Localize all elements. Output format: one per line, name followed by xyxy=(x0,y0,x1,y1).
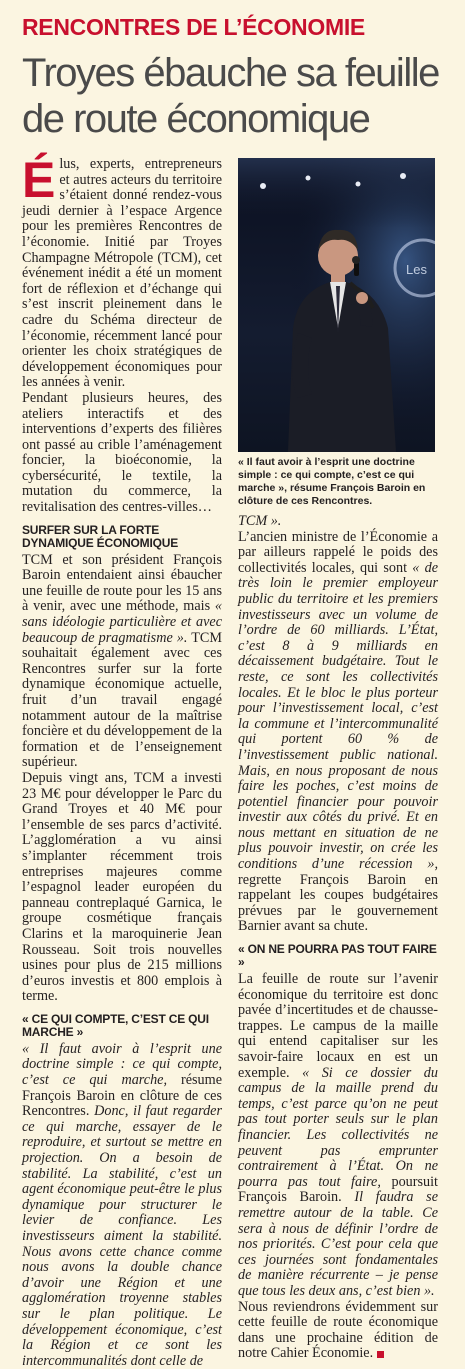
s1-text-a: TCM et son président François Baroin entendaient ainsi ébaucher une feuille de route pour les 15 ans à venir, avec une méthode, mais xyxy=(22,551,222,615)
article-kicker: RENCONTRES DE L’ÉCONOMIE xyxy=(22,14,365,40)
intro-text: lus, experts, entrepreneurs et autres acteurs du territoire s’étaient donné rendez-vous jeudi dernier à l’espace Argence pour les premières Rencontres de l’économie. Initié par Troyes Champagne Métropole (TCM), cet événement inédit a été un moment fort de réflexion et d’échange qui s’est inscrit pleinement dans le cadre du Schéma directeur de l’économie, récemment lancé pour orienter les choix stratégiques de développement économiques pour les années à venir. xyxy=(22,156,222,391)
subhead-ce-qui-compte: « CE QUI COMPTE, C’EST CE QUI MARCHE » xyxy=(22,1011,209,1039)
intro-paragraph xyxy=(22,152,222,391)
r1-quote: « de très loin le premier employeur public du territoire et les premiers investisseurs avec un volume de l’ordre de 60 milliards. L’État, c’est 8 à 9 milliards en décaissement budgétaire. Tout le reste, ce sont les collectivités locales. Et le bloc le plus porteur pour l’investissement local, c’est la commune et l’intercommunalité qui portent 60 % de l’investissement public national. Mais, en nous proposant de nous faire les poches, c’est moins de potentiel financier pour pouvoir investir aux côtés du privé. Et en nous mettant en situation de ne plus pouvoir investir, on crée les conditions d’une récession », xyxy=(238,559,438,873)
r2-text-c: poursuit François Baroin. xyxy=(238,1173,438,1206)
r2-quote-b: « Si ce dossier du campus de la maille prend du temps, c’est parce qu’on ne peut pas tout porter seuls sur le plan financier. Les collectivités ne peuvent pas emprunter contrairement à l’État. On ne pourra pas tout faire, xyxy=(238,1064,438,1190)
article-column-left xyxy=(22,152,222,1369)
r1-text-a: L’ancien ministre de l’Économie a par ailleurs rappelé le poids des collectivités locales, qui sont xyxy=(238,528,438,576)
r1-text-c: regrette François Baroin en rappelant les coupes budgétaires prévues par le gouvernement Barnier avant sa chute. xyxy=(238,871,438,935)
s2-quote-c: Donc, il faut regarder ce qui marche, essayer de le reproduire, et surtout se mettre en projection. On a besoin de stabilité. La stabilité, c’est un agent économique peut-être le plus dynamique pour structurer le levier de confiance. Les investisseurs aiment la stabilité. Nous avons cette chance comme nous avons la double chance d’avoir une Région et une agglomération troyenne stables sur le plan politique. Le développement économique, c’est la Région et ce sont les intercommunalités dont celle de xyxy=(22,1103,222,1369)
tcm-continuation xyxy=(238,514,438,530)
r2-quote-d: Il faudra se remettre autour de la table. Ce sera à nous de définir l’ordre de nos priorités. C’est pour cela que ces journées sont fondamentales de manière récurrente – je pense que tous les deux ans, c’est bien ». xyxy=(238,1189,438,1299)
article-headline: Troyes ébauche sa feuille de route économique xyxy=(22,51,439,141)
stage-text: Les xyxy=(406,262,427,277)
drop-cap: É xyxy=(22,152,56,208)
right-paragraph-3 xyxy=(238,1300,438,1362)
article-column-right xyxy=(238,514,438,1362)
s1-quote: « sans idéologie particulière et avec beaucoup de pragmatisme ». xyxy=(22,598,222,646)
tcm-quote-end: TCM ». xyxy=(238,513,282,529)
subhead-dynamique: SURFER SUR LA FORTE DYNAMIQUE ÉCONOMIQUE xyxy=(22,522,179,550)
section1-paragraph-1 xyxy=(22,553,222,771)
right-paragraph-2 xyxy=(238,972,438,1299)
r2-text-a: La feuille de route sur l’avenir économique du territoire est donc pavée d’incertitudes et de chausse-trappes. Le campus de la maille qui entend capitaliser sur les savoir-faire locaux en est un exemple. xyxy=(238,971,438,1081)
photo-caption: « Il faut avoir à l’esprit une doctrine simple : ce qui compte, c’est ce qui marche », résume François Baroin en clôture de ces Rencontres. xyxy=(238,456,426,507)
s2-text-b: résume François Baroin en clôture de ces Rencontres. xyxy=(22,1072,222,1120)
right-paragraph-1 xyxy=(238,530,438,935)
s2-quote-a: « Il faut avoir à l’esprit une doctrine simple : ce qui compte, c’est ce qui marche, xyxy=(22,1040,222,1089)
r3-text: Nous reviendrons évidemment sur cette feuille de route économique dans une prochaine édition de notre Cahier Économie. xyxy=(238,1298,438,1362)
intro-paragraph-2: Pendant plusieurs heures, des ateliers interactifs et des interventions d’experts des filières ont passé au crible l’aménagement foncier, la bioéconomie, la cybersécurité, le textile, la mutation du commerce, la revitalisation des centres-villes… xyxy=(22,389,222,516)
s1-text-c: TCM souhaitait également avec ces Rencontres surfer sur la forte dynamique économique actuelle, fruit d’un travail engagé notamment autour de la maîtrise foncière et du développement de la formation et de l’enseignement supérieur. xyxy=(22,629,222,771)
section2-paragraph xyxy=(22,1042,222,1369)
subhead-on-ne-pourra: « ON NE POURRA PAS TOUT FAIRE » xyxy=(238,942,437,970)
end-mark xyxy=(377,1351,384,1358)
article-photo xyxy=(238,158,435,452)
speaker-photo-illustration xyxy=(238,158,435,452)
section1-paragraph-2: Depuis vingt ans, TCM a investi 23 M€ pour développer le Parc du Grand Troyes et 40 M€ pour l’ensemble de ses parcs d’activité. L’agglomération a vu ainsi s’implanter récemment trois entreprises majeures comme l’espagnol leader européen du panneau contreplaqué Garnica, le groupe cosmétique français Clarins et la maroquinerie Jean Rousseau. Soit trois nouvelles usines pour plus de 215 millions d’euros investis et 800 emplois à terme. xyxy=(22,769,222,1005)
